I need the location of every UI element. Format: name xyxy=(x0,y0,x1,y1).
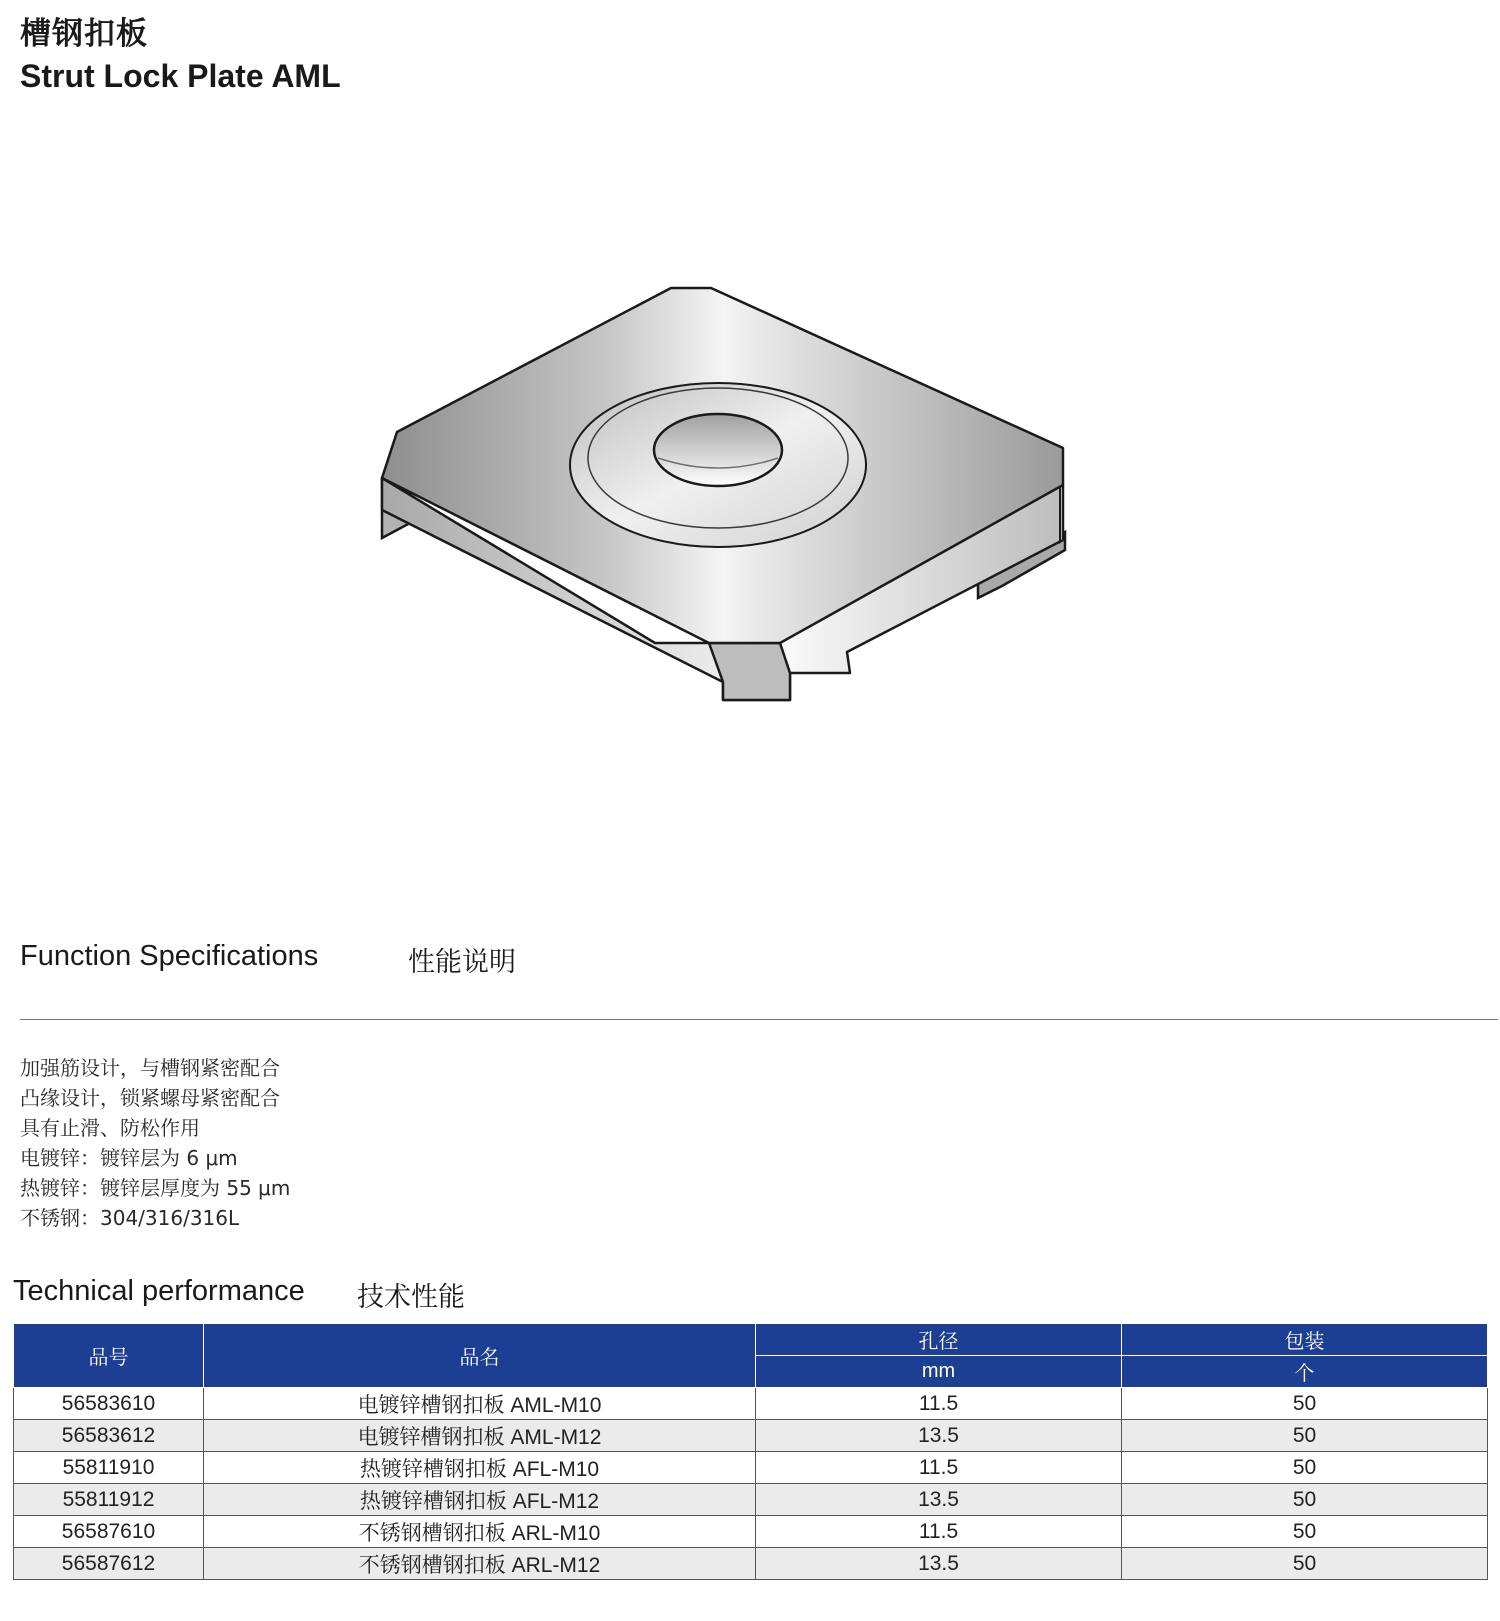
cell-pack: 50 xyxy=(1122,1516,1488,1548)
cell-code: 55811912 xyxy=(14,1484,204,1516)
list-item: 加强筋设计，与槽钢紧密配合 xyxy=(20,1056,280,1080)
cell-name: 不锈钢槽钢扣板 ARL-M12 xyxy=(204,1548,756,1580)
list-item: 电镀锌：镀锌层为 6 μm xyxy=(20,1146,238,1170)
cell-name: 电镀锌槽钢扣板 AML-M10 xyxy=(204,1388,756,1420)
cell-hole: 11.5 xyxy=(756,1388,1122,1420)
table-row xyxy=(14,1516,1488,1548)
cell-name: 热镀锌槽钢扣板 AFL-M12 xyxy=(204,1484,756,1516)
cell-pack: 50 xyxy=(1122,1388,1488,1420)
cell-pack: 50 xyxy=(1122,1548,1488,1580)
list-item: 热镀锌：镀锌层厚度为 55 μm xyxy=(20,1176,291,1200)
cell-name: 电镀锌槽钢扣板 AML-M12 xyxy=(204,1420,756,1452)
function-spec-heading-cn: 性能说明 xyxy=(408,947,516,978)
list-item: 凸缘设计，锁紧螺母紧密配合 xyxy=(20,1086,280,1110)
cell-hole: 13.5 xyxy=(756,1420,1122,1452)
table-row xyxy=(14,1388,1488,1420)
function-spec-heading: Function Specifications xyxy=(20,940,319,972)
tech-performance-heading-cn: 技术性能 xyxy=(357,1282,465,1313)
cell-code: 56583612 xyxy=(14,1420,204,1452)
spec-table xyxy=(13,1323,1488,1580)
header-hole: 孔径 xyxy=(756,1324,1122,1356)
cell-pack: 50 xyxy=(1122,1484,1488,1516)
page-title-cn: 槽钢扣板 xyxy=(20,16,148,52)
cell-code: 55811910 xyxy=(14,1452,204,1484)
page-title-en: Strut Lock Plate AML xyxy=(20,58,341,94)
cell-pack: 50 xyxy=(1122,1420,1488,1452)
cell-hole: 13.5 xyxy=(756,1484,1122,1516)
table-row xyxy=(14,1452,1488,1484)
cell-pack: 50 xyxy=(1122,1452,1488,1484)
header-code: 品号 xyxy=(14,1324,204,1388)
table-row xyxy=(14,1420,1488,1452)
cell-name: 不锈钢槽钢扣板 ARL-M10 xyxy=(204,1516,756,1548)
table-row xyxy=(14,1548,1488,1580)
cell-code: 56587612 xyxy=(14,1548,204,1580)
header-pack: 包装 xyxy=(1122,1324,1488,1356)
table-row xyxy=(14,1484,1488,1516)
cell-hole: 11.5 xyxy=(756,1452,1122,1484)
section-divider xyxy=(20,1019,1498,1020)
cell-code: 56583610 xyxy=(14,1388,204,1420)
strut-lock-plate-illustration xyxy=(370,280,1110,740)
list-item: 具有止滑、防松作用 xyxy=(20,1116,200,1140)
header-pack-unit: 个 xyxy=(1122,1356,1488,1388)
feature-list xyxy=(20,1053,290,1233)
cell-hole: 11.5 xyxy=(756,1516,1122,1548)
cell-hole: 13.5 xyxy=(756,1548,1122,1580)
cell-name: 热镀锌槽钢扣板 AFL-M10 xyxy=(204,1452,756,1484)
list-item: 不锈钢：304/316/316L xyxy=(20,1206,240,1230)
tech-performance-heading: Technical performance xyxy=(13,1275,305,1307)
header-name: 品名 xyxy=(204,1324,756,1388)
header-hole-unit: mm xyxy=(756,1356,1122,1388)
cell-code: 56587610 xyxy=(14,1516,204,1548)
